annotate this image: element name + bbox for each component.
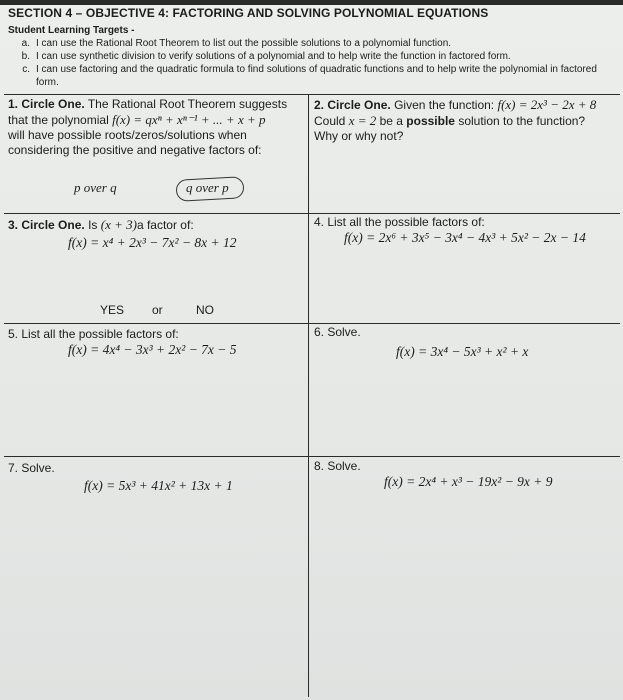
grid-line [4,323,620,324]
q2-prompt: 2. Circle One. Given the function: f(x) = 2x³ − 2x + 8 Could x = 2 be a possible solution to the function? Why or why not? [314,97,597,143]
section-title: SECTION 4 – OBJECTIVE 4: FACTORING AND SOLVING POLYNOMIAL EQUATIONS [8,6,489,20]
q5-equation: f(x) = 4x⁴ − 3x³ + 2x² − 7x − 5 [68,342,237,357]
target-b: b. I can use synthetic division to verify solutions of a polynomial and to help write the function in factored form. [21,51,511,62]
q3-or-label: or [152,303,163,317]
q4-prompt: 4. List all the possible factors of: [314,215,485,229]
grid-line [4,456,620,457]
page-top-edge [0,0,623,5]
q7-prompt: 7. Solve. [8,461,55,475]
q1-equation: f(x) = qxⁿ + xⁿ⁻¹ + ... + x + p [112,112,266,127]
q1-choice-p-over-q[interactable]: p over q [74,180,117,195]
q3-prompt: 3. Circle One. Is (x + 3)a factor of: [8,217,194,232]
q2-equation: f(x) = 2x³ − 2x + 8 [497,97,597,112]
q3-equation: f(x) = x⁴ + 2x³ − 7x² − 8x + 12 [68,235,237,250]
q1-choice-q-over-p[interactable]: q over p [186,180,229,195]
grid-line [4,94,620,95]
q1-prompt: 1. Circle One. The Rational Root Theorem suggests that the polynomial f(x) = qxⁿ + xⁿ⁻¹ + ... + x + p will have possible roots/zeros/solutions when considering the positive and negative factors of: [8,97,288,157]
q3-no-option[interactable]: NO [196,303,214,317]
q6-equation: f(x) = 3x⁴ − 5x³ + x² + x [396,344,529,359]
grid-line [4,213,620,214]
target-c: c. I can use factoring and the quadratic formula to find solutions of quadratic functions and to help write the polynomial in factored form. [22,64,597,88]
q8-prompt: 8. Solve. [314,459,361,473]
targets-heading: Student Learning Targets - [8,25,135,36]
question-grid [4,94,620,697]
q5-prompt: 5. List all the possible factors of: [8,327,179,341]
q6-prompt: 6. Solve. [314,325,361,339]
learning-targets [8,24,616,89]
q4-equation: f(x) = 2x⁶ + 3x⁵ − 3x⁴ − 4x³ + 5x² − 2x − 14 [344,230,586,245]
target-a: a. I can use the Rational Root Theorem to list out the possible solutions to a polynomial function. [21,38,452,49]
q8-equation: f(x) = 2x⁴ + x³ − 19x² − 9x + 9 [384,474,553,489]
q7-equation: f(x) = 5x³ + 41x² + 13x + 1 [84,478,233,493]
q3-yes-option[interactable]: YES [100,303,125,317]
grid-divider [308,94,309,697]
